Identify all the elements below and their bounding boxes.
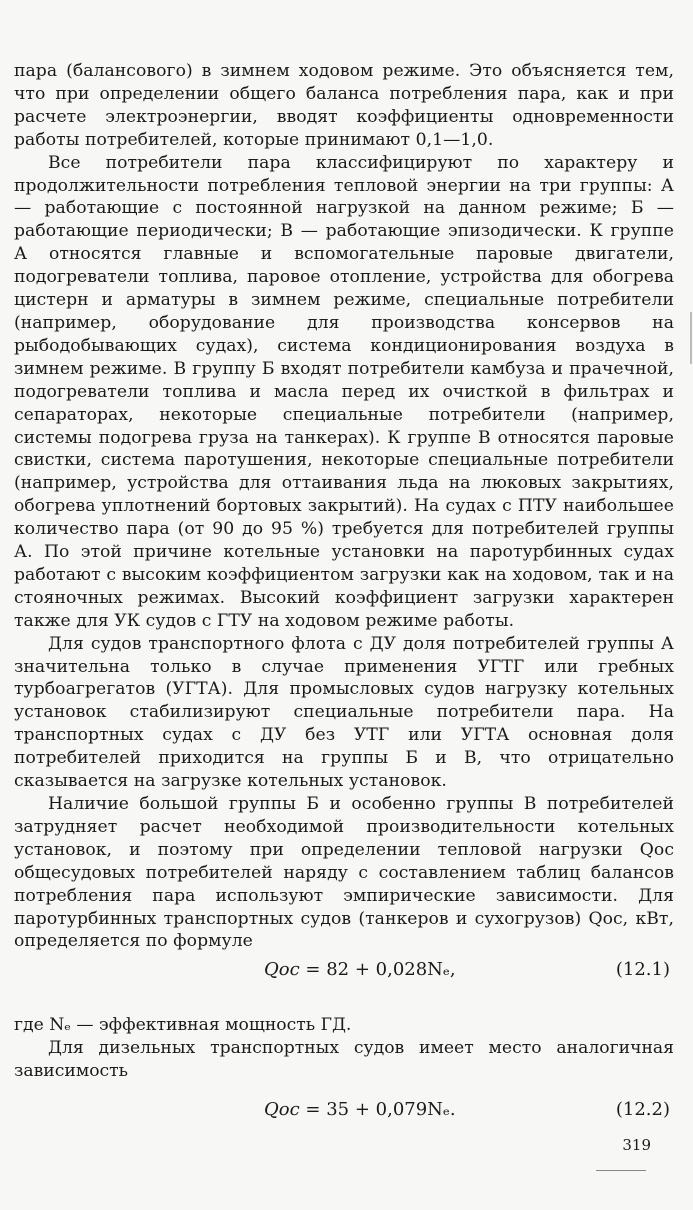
paragraph-2: Все потребители пара классифицируют по характеру и продолжительности потребления тепловой энергии на три группы: А — работающие с постоянной нагрузкой на данном режиме; Б — работающие периодически; В — работающие эпизодически. К группе А относятся главные и вспомогательные паровые двигатели, подогреватели топлива, паровое отопление, устройства для обогрева цистерн и арматуры в зимнем режиме, специальные потребители (например, оборудование для производства консервов на рыбодобывающих судах), система кондиционирования воздуха в зимнем режиме. В группу Б входят потребители камбуза и прачечной, подогреватели топлива и масла перед их очисткой в фильтрах и сепараторах, некоторые специальные потребители (например, системы подогрева груза на танкерах). К группе В относятся паровые свистки, система паротушения, некоторые специальные потребители (например, устройства для оттаивания льда на люковых закрытиях, обогрева уплотнений бортовых закрытий). На судах с ПТУ наибольшее количество пара (от 90 до 95 %) требуется для потребителей группы А. По этой причине котельные установки на паротурбинных судах работают с высоким коэффициентом загрузки как на ходовом, так и на стояночных режимах. Высокий коэффициент загрузки характерен также для УК судов с ГТУ на ходовом режиме работы.: [14, 152, 674, 631]
formula-12-1-number: (12.1): [615, 959, 670, 980]
paragraph-4: Наличие большой группы Б и особенно группы В потребителей затрудняет расчет необходимой производительности котельных установок, и поэтому при определении тепловой нагрузки Qос общесудовых потребителей наряду с составлением таблиц балансов потребления пара используют эмпирические зависимости. Для паротурбинных транспортных судов (танкеров и сухогрузов) Qос, кВт, определяется по формуле: [14, 794, 674, 952]
where-text: где Nₑ — эффективная мощность ГД.: [14, 1015, 352, 1035]
paragraph-3: Для судов транспортного флота с ДУ доля потребителей группы А значительна только в случае применения УГТГ или гребных турбоагрегатов (УГТА). Для промысловых судов нагрузку котельных установок стабилизируют специальные потребители пара. На транспортных судах с ДУ без УТГ или УГТА основная доля потребителей приходится на группы Б и В, что отрицательно сказывается на загрузке котельных установок.: [14, 633, 674, 792]
after-formula-text: [14, 1014, 674, 1083]
formula-12-1-rhs: = 82 + 0,028Nₑ,: [305, 959, 456, 980]
formula-12-2-number: (12.2): [615, 1099, 670, 1120]
formula-12-2-rhs: = 35 + 0,079Nₑ.: [305, 1099, 456, 1120]
paragraph-1: пара (балансового) в зимнем ходовом режиме. Это объясняется тем, что при определении общего баланса потребления пара, как и при расчете электроэнергии, вводят коэффициенты одновременности работы потребителей, которые принимают 0,1—1,0.: [14, 61, 674, 150]
paragraph-diesel: Для дизельных транспортных судов имеет место аналогичная зависимость: [14, 1037, 674, 1081]
margin-mark: [690, 312, 692, 364]
formula-12-1-lhs: Qос: [264, 959, 300, 980]
formula-12-2-lhs: Qос: [264, 1099, 300, 1120]
page-number: 319: [622, 1136, 651, 1154]
main-text: [14, 60, 674, 953]
footer-rule: [596, 1170, 646, 1171]
